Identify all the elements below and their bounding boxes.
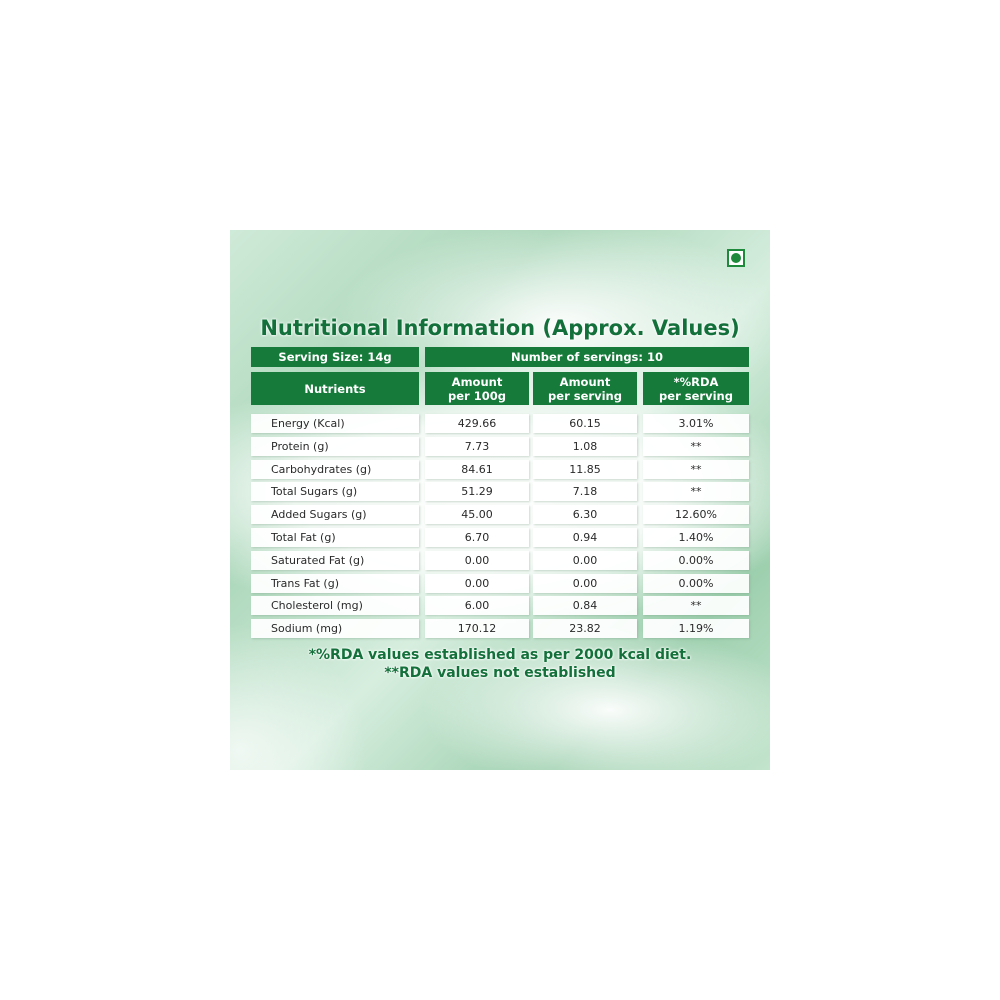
servings-count-bar: Number of servings: 10 bbox=[425, 347, 749, 367]
rda-per-serving: 1.40% bbox=[643, 528, 749, 547]
nutrient-name: Carbohydrates (g) bbox=[251, 460, 419, 479]
amount-per-serving: 0.00 bbox=[533, 551, 637, 570]
amount-per-100g: 0.00 bbox=[425, 574, 529, 593]
amount-per-100g: 170.12 bbox=[425, 619, 529, 638]
veg-symbol-icon bbox=[727, 249, 745, 267]
rda-per-serving: ** bbox=[643, 437, 749, 456]
amount-per-100g: 6.00 bbox=[425, 596, 529, 615]
nutrient-name: Total Fat (g) bbox=[251, 528, 419, 547]
per100g-header bbox=[425, 372, 529, 405]
serving-size-bar: Serving Size: 14g bbox=[251, 347, 419, 367]
rda-per-serving: 3.01% bbox=[643, 414, 749, 433]
amount-per-serving: 0.00 bbox=[533, 574, 637, 593]
nutrient-name: Energy (Kcal) bbox=[251, 414, 419, 433]
per100g-header-line1: Amount bbox=[451, 374, 503, 389]
amount-per-100g: 84.61 bbox=[425, 460, 529, 479]
rda-header-line2: per serving bbox=[659, 388, 733, 403]
nutrients-header bbox=[251, 372, 419, 405]
nutrition-card bbox=[230, 230, 770, 770]
rda-per-serving: 0.00% bbox=[643, 551, 749, 570]
amount-per-100g: 6.70 bbox=[425, 528, 529, 547]
amount-per-serving: 7.18 bbox=[533, 482, 637, 501]
nutrient-name: Saturated Fat (g) bbox=[251, 551, 419, 570]
amount-per-100g: 0.00 bbox=[425, 551, 529, 570]
amount-per-serving: 11.85 bbox=[533, 460, 637, 479]
nutrient-name: Cholesterol (mg) bbox=[251, 596, 419, 615]
nutrient-name: Protein (g) bbox=[251, 437, 419, 456]
amount-per-serving: 0.84 bbox=[533, 596, 637, 615]
amount-per-serving: 6.30 bbox=[533, 505, 637, 524]
perserving-header-line1: Amount bbox=[559, 374, 611, 389]
perserving-header bbox=[533, 372, 637, 405]
nutrient-name: Sodium (mg) bbox=[251, 619, 419, 638]
nutrient-name: Added Sugars (g) bbox=[251, 505, 419, 524]
perserving-header-line2: per serving bbox=[548, 388, 622, 403]
page-title: Nutritional Information (Approx. Values) bbox=[260, 316, 740, 340]
rda-header bbox=[643, 372, 749, 405]
rda-per-serving: 12.60% bbox=[643, 505, 749, 524]
amount-per-100g: 45.00 bbox=[425, 505, 529, 524]
amount-per-100g: 429.66 bbox=[425, 414, 529, 433]
per100g-header-line2: per 100g bbox=[448, 388, 506, 403]
nutrients-header-label: Nutrients bbox=[304, 381, 366, 396]
nutrient-name: Total Sugars (g) bbox=[251, 482, 419, 501]
footnote-rda-basis: *%RDA values established as per 2000 kcal diet. bbox=[308, 647, 692, 663]
rda-per-serving: 1.19% bbox=[643, 619, 749, 638]
rda-per-serving: 0.00% bbox=[643, 574, 749, 593]
footnote-rda-not-established: **RDA values not established bbox=[384, 665, 616, 681]
nutrient-name: Trans Fat (g) bbox=[251, 574, 419, 593]
amount-per-100g: 51.29 bbox=[425, 482, 529, 501]
amount-per-serving: 23.82 bbox=[533, 619, 637, 638]
rda-per-serving: ** bbox=[643, 596, 749, 615]
rda-per-serving: ** bbox=[643, 460, 749, 479]
amount-per-serving: 1.08 bbox=[533, 437, 637, 456]
amount-per-serving: 60.15 bbox=[533, 414, 637, 433]
veg-dot bbox=[731, 253, 741, 263]
rda-header-line1: *%RDA bbox=[673, 374, 719, 389]
amount-per-serving: 0.94 bbox=[533, 528, 637, 547]
amount-per-100g: 7.73 bbox=[425, 437, 529, 456]
rda-per-serving: ** bbox=[643, 482, 749, 501]
